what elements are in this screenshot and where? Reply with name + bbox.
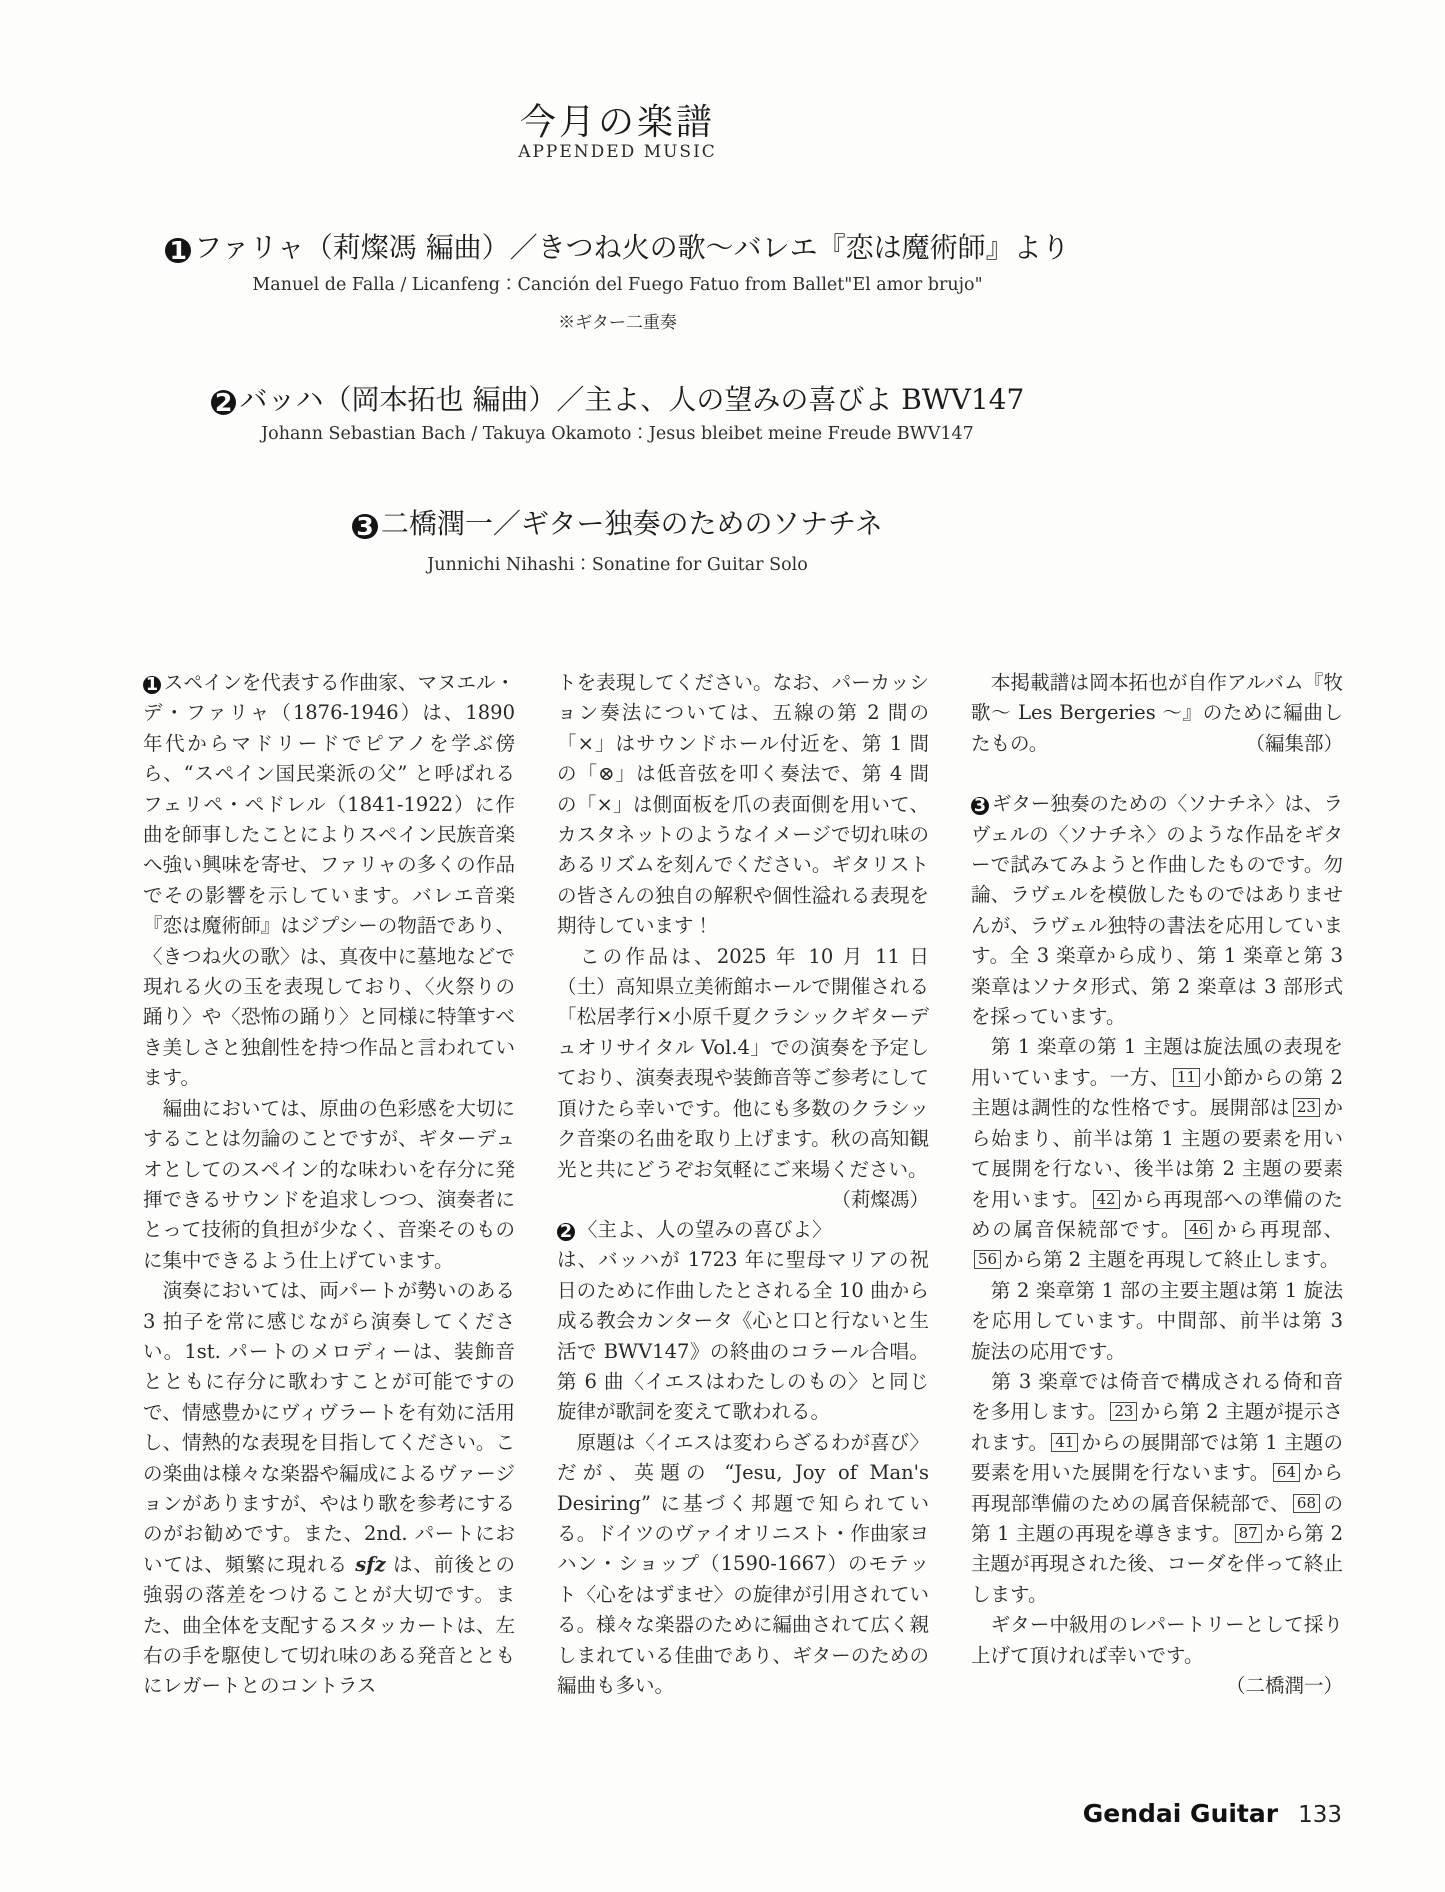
item-3-title-en: Junnichi Nihashi：Sonatine for Guitar Solo [427, 555, 808, 575]
page-footer [1083, 1799, 1342, 1828]
page-number: 133 [1298, 1802, 1342, 1828]
measure-number-box: 23 [1293, 1098, 1320, 1117]
measure-number-box: 41 [1051, 1433, 1078, 1452]
item-3-title-jp: 3 二橋潤一／ギター独奏のためのソナチネ [0, 502, 1235, 542]
body-paragraph: 2 〈主よ、人の望みの喜びよ〉は、バッハが 1723 年に聖母マリアの祝日のために作曲したとされる全 10 曲から成る教会カンタータ《心と口と行ないと生活で BWV147》の終曲のコラール合唱。第 6 曲〈イエスはわたしのもの〉と同じ旋律が歌詞を変えて歌われる。 [557, 1217, 929, 1424]
measure-number-box: 46 [1185, 1220, 1212, 1239]
author-signature: （莉燦馮） [831, 1187, 929, 1211]
body-paragraph: 編曲においては、原曲の色彩感を大切にすることは勿論のことですが、ギターデュオとしてのスペイン的な味わいを存分に発揮できるサウンドを追求しつつ、演奏者にとって技術的負担が少なく、音楽そのものに集中できるよう仕上げています。 [143, 1096, 515, 1272]
page-subtitle: APPENDED MUSIC [518, 142, 717, 162]
body-paragraph: （二橋潤一） [1225, 1674, 1343, 1697]
measure-number-box: 64 [1273, 1463, 1300, 1482]
body-paragraph: トを表現してください。なお、パーカッション奏法については、五線の第 2 間の「×」はサウンドホール付近を、第 1 間の「⊗」は低音弦を叩く奏法で、第 4 間の「×」は側面板を爪の表面側を用いて、カスタネットのようなイメージで切れ味のあるリズムを刻んでください。ギタリストの皆さんの独自の解釈や個性溢れる表現を期待しています！ [557, 671, 929, 938]
item-1-title-en: Manuel de Falla / Licanfeng：Canción del Fuego Fatuo from Ballet"El amor brujo" [252, 275, 983, 295]
page-title: 今月の楽譜 [519, 102, 715, 143]
item-2-title-en: Johann Sebastian Bach / Takuya Okamoto：Jesus bleibet meine Freude BWV147 [261, 424, 974, 444]
body-paragraph: 本掲載譜は岡本拓也が自作アルバム『牧歌～ Les Bergeries ～』のために編曲したもの。 （編集部） [971, 668, 1343, 759]
measure-number-box: 68 [1293, 1494, 1320, 1513]
author-signature: （編集部） [1245, 731, 1343, 755]
body-paragraph: 3 ギター独奏のための〈ソナチネ〉は、ラヴェルの〈ソナチネ〉のような作品をギターで試みてみようと作曲したものです。勿論、ラヴェルを模倣したものではありませんが、ラヴェル独特の書法を応用しています。全 3 楽章から成り、第 1 楽章と第 3 楽章はソナタ形式、第 2 楽章は 3 部形式を採っています。 [971, 792, 1343, 1029]
body-paragraph: 原題は〈イエスは変わらざるわが喜び〉だが、英題の “Jesu, Joy of Man's Desiring” に基づく邦題で知られている。ドイツのヴァイオリニスト・作曲家ヨハン・ショップ（1590-1667）のモテット〈心をはずませ〉の旋律が引用されている。様々な楽器のために編曲されて広く親しまれている佳曲であり、ギターのための編曲も多い。 [557, 1430, 929, 1697]
body-paragraph: 演奏においては、両パートが勢いのある 3 拍子を常に感じながら演奏してください。1st. パートのメロディーは、装飾音とともに存分に歌わすことが可能ですので、情感豊かにヴィヴラートを有効に活用し、情熱的な表現を目指してください。この楽曲は様々な楽器や編成によるヴァージョンがありますが、やはり歌を参考にするのがお勧めです。また、2nd. パートにおいては、頻繁に現れる sfz は、前後との強弱の落差をつけることが大切です。また、曲全体を支配するスタッカートは、左右の手を駆使して切れ味のある発音とともにレガートとのコントラス [143, 1279, 515, 1698]
item-1-note: ※ギター二重奏 [558, 313, 677, 333]
body-column-3 [971, 668, 1343, 1702]
item-number-badge: 2 [211, 390, 237, 416]
body-column-2 [557, 668, 929, 1702]
body-paragraph: 1 スペインを代表する作曲家、マヌエル・デ・ファリャ（1876-1946）は、1890 年代からマドリードでピアノを学ぶ傍ら、“スペイン国民楽派の父” と呼ばれるフェリペ・ペドレル（1841-1922）に作曲を師事したことによりスペイン民族音楽へ強い興味を寄せ、ファリャの多くの作品でその影響を示しています。バレエ音楽『恋は魔術師』はジプシーの物語であり、〈きつね火の歌〉は、真夜中に墓地などで現れる火の玉を表現しており、〈火祭りの踊り〉や〈恐怖の踊り〉と同様に特筆すべき美しさと独創性を持つ作品と言われています。 [143, 671, 515, 1090]
body-paragraph: 第 3 楽章では倚音で構成される倚和音を多用します。 23 から第 2 主題が提示されます。 41 からの展開部では第 1 主題の要素を用いた展開を行ないます。 64 から再現部準備のための属音保続部で、 68 の第 1 主題の再現を導きます。 87 から第 2 主題が再現された後、コーダを伴って終止します。 [971, 1369, 1344, 1606]
item-number-badge: 2 [557, 1223, 575, 1241]
body-paragraph: この作品は、2025 年 10 月 11 日（土）高知県立美術館ホールで開催される「松居孝行×小原千夏クラシックギターデュオリサイタル Vol.4」での演奏を予定しており、演奏表現や装飾音等ご参考にして頂けたら幸いです。他にも多数のクラシック音楽の名曲を取り上げます。秋の高知観光と共にどうぞお気軽にご来場ください。 （莉燦馮） [557, 942, 929, 1185]
measure-number-box: 23 [1110, 1402, 1137, 1421]
item-1-title-jp: 1 ファリャ（莉燦馮 編曲）／きつね火の歌～バレエ『恋は魔術師』より [0, 226, 1235, 266]
sforzando-marking: sfz [355, 1552, 386, 1576]
body-paragraph: ギター中級用のレパートリーとして採り上げて頂ければ幸いです。 [971, 1613, 1343, 1667]
item-number-badge: 1 [165, 238, 191, 264]
item-number-badge: 1 [143, 676, 161, 694]
item-number-badge: 3 [971, 797, 989, 815]
measure-number-box: 56 [974, 1250, 1001, 1269]
item-2-title-jp: 2 バッハ（岡本拓也 編曲）／主よ、人の望みの喜びよ BWV147 [0, 378, 1235, 418]
magazine-name: Gendai Guitar [1082, 1799, 1279, 1828]
body-paragraph: 第 1 楽章の第 1 主題は旋法風の表現を用いています。一方、 11 小節からの第 2 主題は調性的な性格です。展開部は 23 から始まり、前半は第 1 主題の要素を用いて展開を行ない、後半は第 2 主題の要素を用います。 42 から再現部への準備のための属音保続部です。 46 から再現部、56 から第 2 主題を再現して終止します。 [971, 1035, 1343, 1272]
item-number-badge: 3 [352, 514, 378, 540]
measure-number-box: 42 [1093, 1190, 1120, 1209]
body-paragraph: 第 2 楽章第 1 部の主要主題は第 1 旋法を応用しています。中間部、前半は第 3 旋法の応用です。 [971, 1278, 1343, 1363]
measure-number-box: 87 [1235, 1524, 1262, 1543]
body-column-1 [143, 668, 515, 1702]
body-columns [143, 668, 1343, 1702]
measure-number-box: 11 [1173, 1068, 1200, 1087]
